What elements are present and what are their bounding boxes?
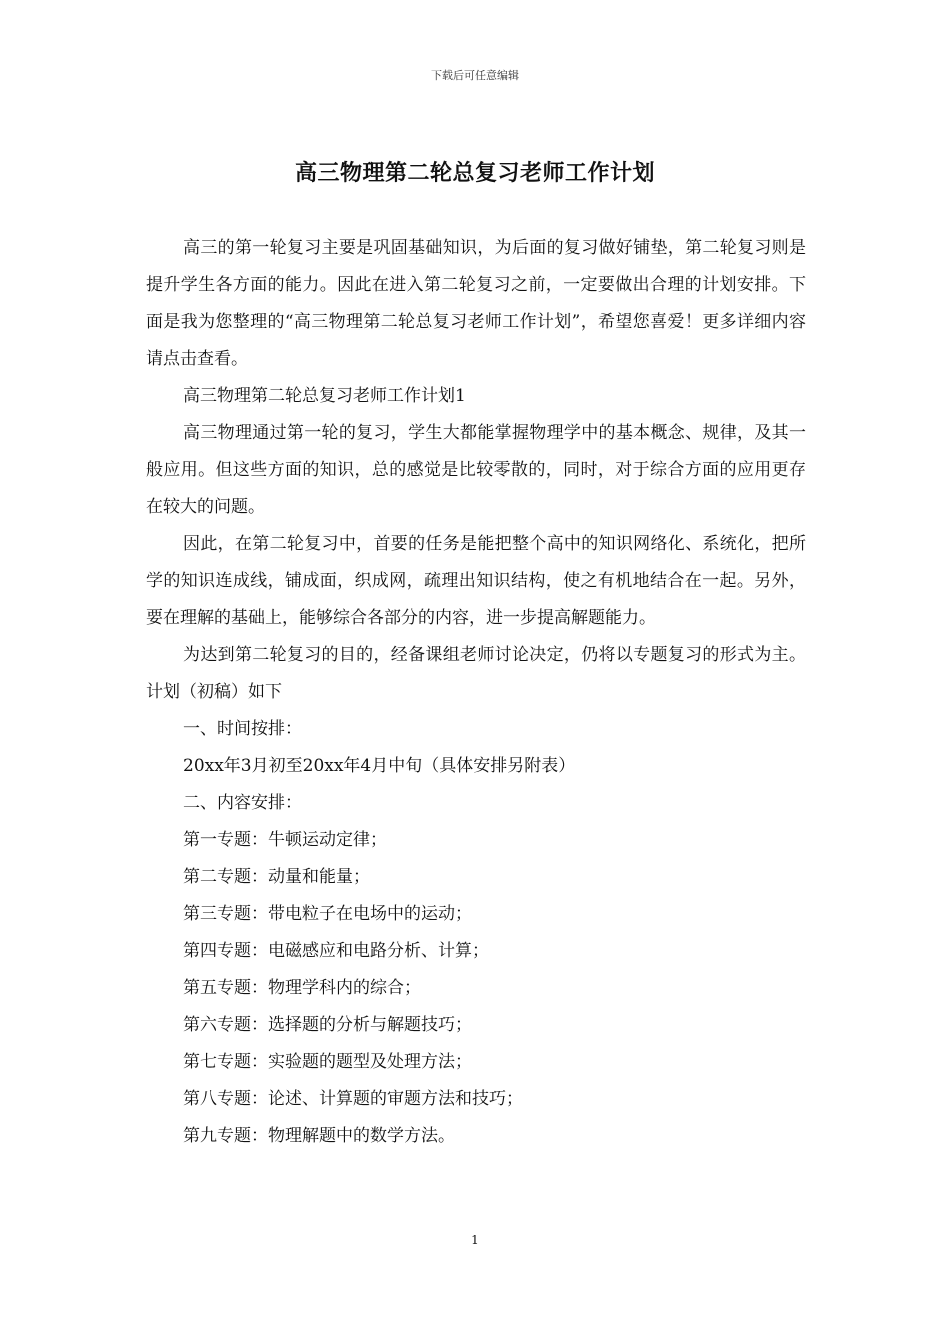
topic-item: 第九专题：物理解题中的数学方法。	[183, 1126, 455, 1146]
topic-item: 第一专题：牛顿运动定律；	[183, 830, 387, 850]
topic-item: 第二专题：动量和能量；	[183, 867, 370, 887]
body-paragraph: 因此，在第二轮复习中，首要的任务是能把整个高中的知识网络化、系统化，把所学的知识连成线，铺成面，织成网，疏理出知识结构，使之有机地结合在一起。另外，要在理解的基础上，能够综合各部分的内容，进一步提高解题能力。	[146, 534, 806, 628]
time-range-line: 20xx年3月初至20xx年4月中旬（具体安排另附表）	[183, 756, 576, 776]
topic-item: 第八专题：论述、计算题的审题方法和技巧；	[183, 1089, 523, 1109]
document-title: 高三物理第二轮总复习老师工作计划	[294, 160, 655, 186]
document-body	[146, 230, 806, 1155]
list-heading-time: 一、时间按排：	[183, 719, 302, 739]
section-heading: 高三物理第二轮总复习老师工作计划1	[183, 386, 466, 406]
page-number: 1	[471, 1233, 479, 1247]
topic-item: 第三专题：带电粒子在电场中的运动；	[183, 904, 472, 924]
intro-paragraph: 高三的第一轮复习主要是巩固基础知识，为后面的复习做好铺垫，第二轮复习则是提升学生各方面的能力。因此在进入第二轮复习之前，一定要做出合理的计划安排。下面是我为您整理的“高三物理第二轮总复习老师工作计划”，希望您喜爱！更多详细内容请点击查看。	[146, 238, 806, 369]
topic-item: 第四专题：电磁感应和电路分析、计算；	[183, 941, 489, 961]
topic-item: 第七专题：实验题的题型及处理方法；	[183, 1052, 472, 1072]
list-heading-content: 二、内容安排：	[183, 793, 302, 813]
body-paragraph: 为达到第二轮复习的目的，经备课组老师讨论决定，仍将以专题复习的形式为主。计划（初稿）如下	[146, 645, 806, 702]
topic-item: 第六专题：选择题的分析与解题技巧；	[183, 1015, 472, 1035]
body-paragraph: 高三物理通过第一轮的复习，学生大都能掌握物理学中的基本概念、规律，及其一般应用。但这些方面的知识，总的感觉是比较零散的，同时，对于综合方面的应用更存在较大的问题。	[146, 423, 806, 517]
header-note: 下载后可任意编辑	[431, 69, 519, 82]
topic-item: 第五专题：物理学科内的综合；	[183, 978, 421, 998]
